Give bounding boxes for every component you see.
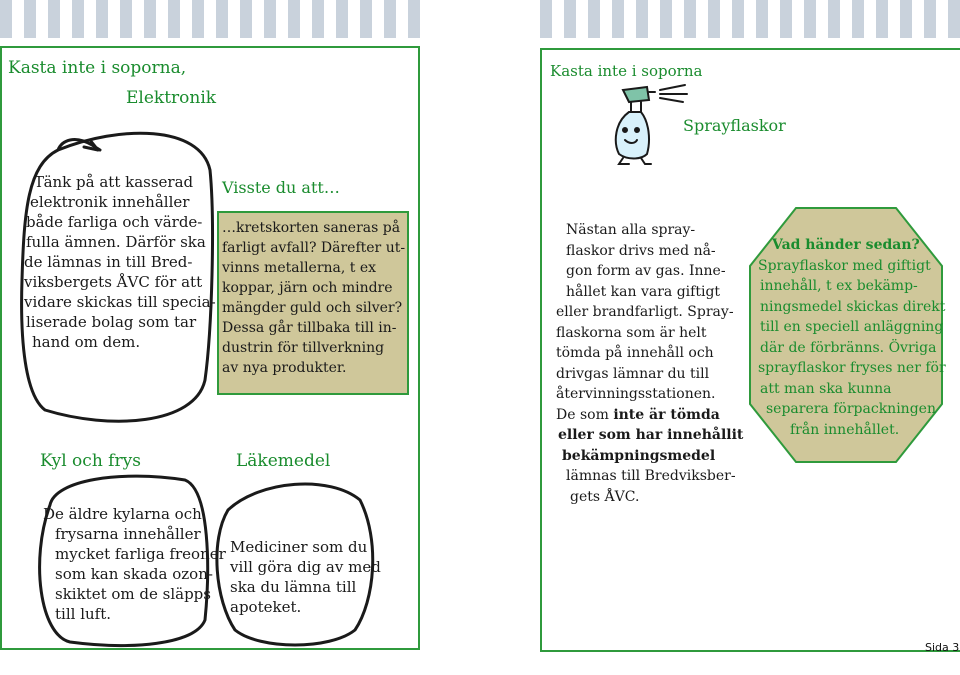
spray-bottle-icon xyxy=(605,82,690,167)
spray-text: De som xyxy=(556,406,614,423)
spray-line: eller brandfarligt. Spray- xyxy=(556,304,734,320)
elektronik-line: fulla ämnen. Därför ska xyxy=(26,233,206,251)
lakemedel-line: apoteket. xyxy=(230,598,302,616)
kyl-title: Kyl och frys xyxy=(40,451,141,471)
visste-line: dustrin för tillverkning xyxy=(222,340,385,356)
elektronik-line: hand om dem. xyxy=(32,333,141,351)
sedan-line: innehåll, t ex bekämp- xyxy=(760,278,918,294)
spray-line: tömda på innehåll och xyxy=(556,345,714,361)
visste-line: vinns metallerna, t ex xyxy=(222,260,377,276)
sedan-line: separera förpackningen xyxy=(766,401,936,417)
elektronik-line: vidare skickas till specia- xyxy=(24,293,216,311)
spray-line: eller som har innehållit xyxy=(558,427,744,443)
kyl-line: De äldre kylarna och xyxy=(43,505,202,523)
spray-header: Kasta inte i soporna xyxy=(550,62,703,80)
elektronik-title-line2: Elektronik xyxy=(126,88,217,108)
sedan-line: ningsmedel skickas direkt xyxy=(760,298,946,315)
elektronik-line: både farliga och värde- xyxy=(26,213,203,231)
spray-body xyxy=(556,220,744,507)
spray-line: flaskorna som är helt xyxy=(556,324,707,341)
visste-line: koppar, järn och mindre xyxy=(222,280,393,296)
elektronik-line: elektronik innehåller xyxy=(30,193,190,211)
kyl-line: frysarna innehåller xyxy=(55,525,201,543)
visste-body xyxy=(222,218,405,378)
kyl-line: skiktet om de släpps xyxy=(55,585,211,603)
elektronik-body xyxy=(24,172,216,352)
elektronik-title-line1: Kasta inte i soporna, xyxy=(8,58,187,78)
spray-text-bold: inte är tömda xyxy=(613,406,720,423)
kyl-line: mycket farliga freoner xyxy=(55,545,226,563)
kyl-line: som kan skada ozon- xyxy=(55,565,213,583)
visste-line: …kretskorten saneras på xyxy=(222,220,401,236)
spray-line: bekämpningsmedel xyxy=(562,447,716,464)
sedan-line: från innehållet. xyxy=(790,421,900,438)
sedan-line: Sprayflaskor med giftigt xyxy=(758,257,931,274)
spray-line: återvinningsstationen. xyxy=(556,386,716,402)
spray-line: lämnas till Bredviksber- xyxy=(566,468,736,484)
spray-line xyxy=(556,405,743,426)
visste-line: mängder guld och silver? xyxy=(222,300,403,316)
lakemedel-line: ska du lämna till xyxy=(230,578,357,596)
sedan-line: att man ska kunna xyxy=(760,380,892,397)
elektronik-line: Tänk på att kasserad xyxy=(34,173,194,191)
lakemedel-body xyxy=(230,537,381,617)
spray-line: gon form av gas. Inne- xyxy=(566,263,726,279)
sedan-title: Vad händer sedan? xyxy=(772,237,920,253)
spray-line: gets ÅVC. xyxy=(570,488,640,505)
visste-line: av nya produkter. xyxy=(222,360,347,376)
sedan-line: till en speciell anläggning xyxy=(760,319,944,335)
sedan-content xyxy=(756,235,946,440)
sedan-line: där de förbränns. Övriga xyxy=(760,339,937,356)
visste-title: Visste du att… xyxy=(222,178,340,197)
spray-line: Nästan alla spray- xyxy=(566,222,696,238)
page-number: Sida 3 xyxy=(925,641,960,654)
lakemedel-title: Läkemedel xyxy=(236,451,331,471)
elektronik-line: de lämnas in till Bred- xyxy=(24,253,193,271)
spray-line: drivgas lämnar du till xyxy=(556,365,710,382)
visste-line: farligt avfall? Därefter ut- xyxy=(222,240,406,256)
spray-subheader: Sprayflaskor xyxy=(683,116,786,135)
kyl-line: till luft. xyxy=(55,605,111,623)
visste-line: Dessa går tillbaka till in- xyxy=(222,320,397,336)
sedan-line: sprayflaskor fryses ner för xyxy=(758,360,946,376)
spray-line: hållet kan vara giftigt xyxy=(566,283,721,300)
spray-line: flaskor drivs med nå- xyxy=(566,242,716,259)
elektronik-line: viksbergets ÅVC för att xyxy=(24,273,203,291)
elektronik-line: liserade bolag som tar xyxy=(26,313,197,331)
lakemedel-line: vill göra dig av med xyxy=(230,558,381,576)
lakemedel-line: Mediciner som du xyxy=(230,538,368,556)
kyl-body xyxy=(43,504,226,624)
